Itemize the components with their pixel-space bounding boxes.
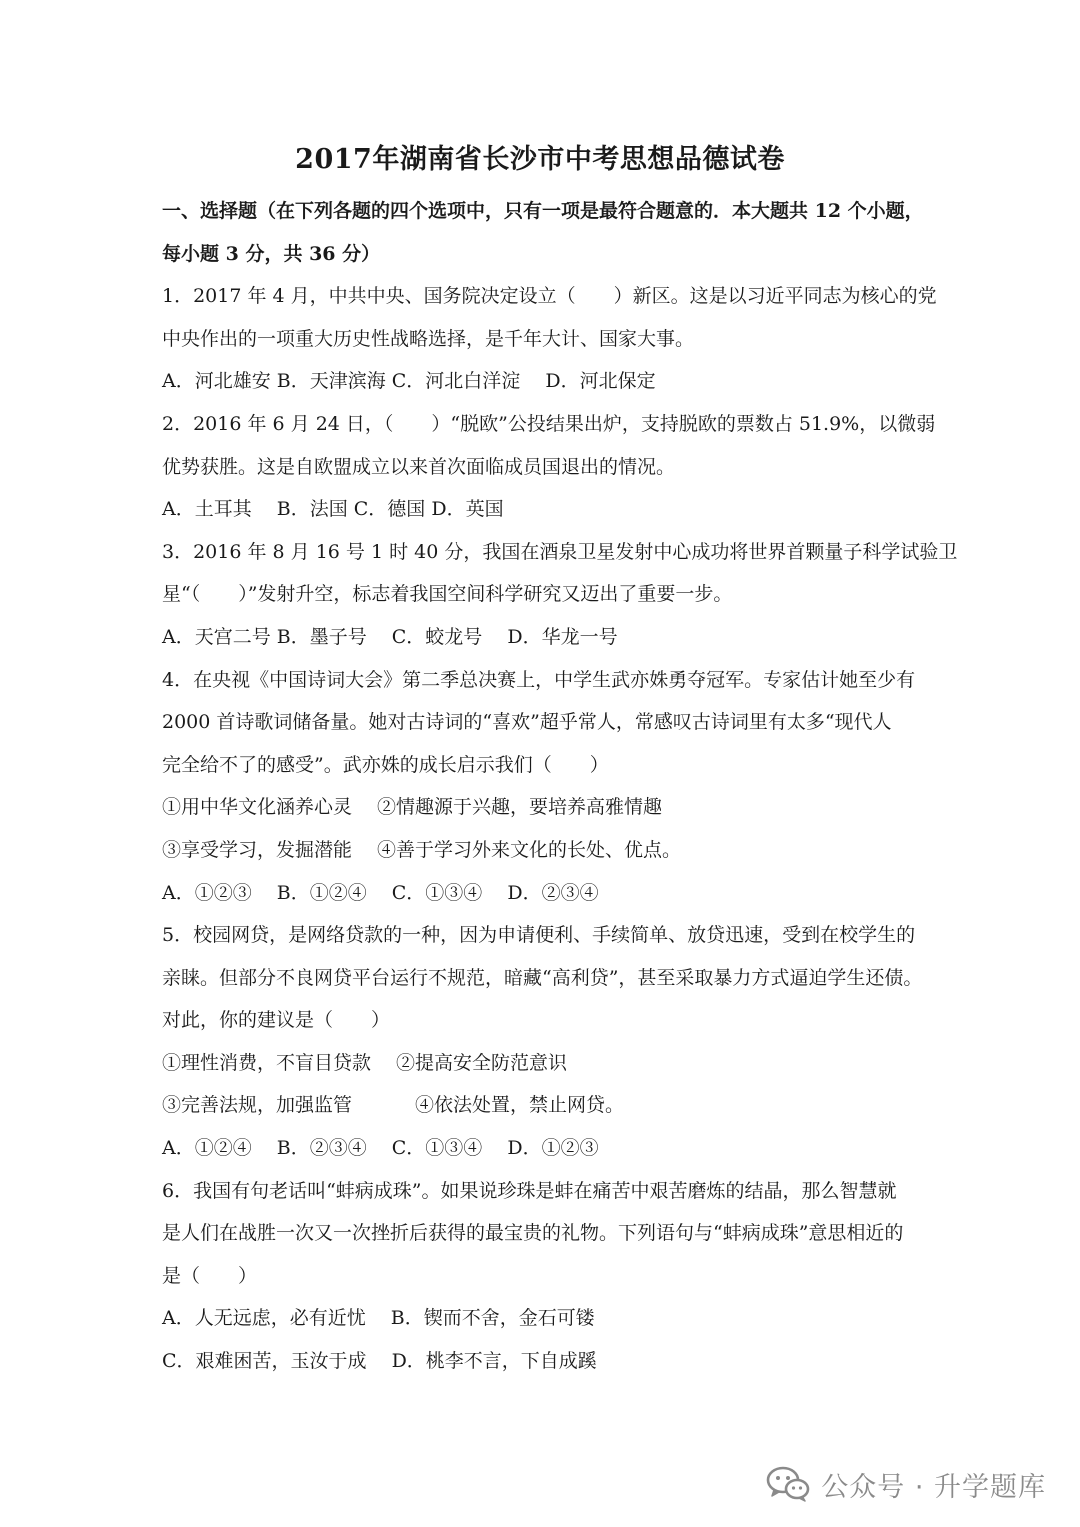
watermark bbox=[765, 1461, 1046, 1507]
question-line: 1．2017 年 4 月，中共中央、国务院决定设立（ ）新区。这是以习近平同志为核心的党 bbox=[162, 285, 937, 308]
question-line: 完全给不了的感受”。武亦姝的成长启示我们（ ） bbox=[162, 753, 609, 776]
question-line: 优势获胜。这是自欧盟成立以来首次面临成员国退出的情况。 bbox=[162, 455, 676, 478]
statement-line: ③享受学习，发掘潜能 ④善于学习外来文化的长处、优点。 bbox=[162, 838, 682, 861]
question-line: 2000 首诗歌词储备量。她对古诗词的“喜欢”超乎常人，常感叹古诗词里有太多“现代人 bbox=[162, 711, 892, 734]
section-heading: 每小题 3 分，共 36 分） bbox=[162, 242, 381, 265]
statement-line: ③完善法规，加强监管 ④依法处置，禁止网贷。 bbox=[162, 1094, 625, 1117]
question-line: 中央作出的一项重大历史性战略选择，是千年大计、国家大事。 bbox=[162, 327, 695, 350]
page-title: 2017年湖南省长沙市中考思想品德试卷 bbox=[295, 144, 785, 175]
wechat-icon bbox=[765, 1464, 811, 1504]
question-line: 亲睐。但部分不良网贷平台运行不规范，暗藏“高利贷”，甚至采取暴力方式逼迫学生还债。 bbox=[162, 966, 923, 989]
question-line: 3．2016 年 8 月 16 号 1 时 40 分，我国在酒泉卫星发射中心成功将世界首颗量子科学试验卫 bbox=[162, 540, 958, 563]
option-line: A．①②③ B．①②④ C．①③④ D．②③④ bbox=[162, 881, 599, 904]
section-heading: 一、选择题（在下列各题的四个选项中，只有一项是最符合题意的．本大题共 12 个小题， bbox=[162, 200, 924, 222]
watermark-text: 公众号 · 升学题库 bbox=[821, 1471, 1046, 1503]
statement-line: ①理性消费，不盲目贷款 ②提高安全防范意识 bbox=[162, 1051, 568, 1074]
question-line: 是（ ） bbox=[162, 1264, 258, 1287]
option-line: A．河北雄安 B．天津滨海 C．河北白洋淀 D．河北保定 bbox=[162, 370, 656, 393]
option-line: A．人无远虑，必有近忧 B．锲而不舍，金石可镂 bbox=[162, 1307, 595, 1330]
option-line: C．艰难困苦，玉汝于成 D．桃李不言，下自成蹊 bbox=[162, 1350, 597, 1373]
statement-line: ①用中华文化涵养心灵 ②情趣源于兴趣，要培养高雅情趣 bbox=[162, 796, 663, 819]
option-line: A．土耳其 B．法国 C．德国 D．英国 bbox=[162, 498, 504, 521]
question-line: 对此，你的建议是（ ） bbox=[162, 1009, 391, 1032]
question-line: 是人们在战胜一次又一次挫折后获得的最宝贵的礼物。下列语句与“蚌病成珠”意思相近的 bbox=[162, 1222, 904, 1245]
option-line: A．①②④ B．②③④ C．①③④ D．①②③ bbox=[162, 1137, 599, 1160]
question-line: 2．2016 年 6 月 24 日，（ ）“脱欧”公投结果出炉，支持脱欧的票数占 51.9%，以微弱 bbox=[162, 412, 936, 435]
question-line: 5．校园网贷，是网络贷款的一种，因为申请便利、手续简单、放贷迅速，受到在校学生的 bbox=[162, 924, 916, 947]
exam-body bbox=[162, 190, 958, 1383]
question-line: 4．在央视《中国诗词大会》第二季总决赛上，中学生武亦姝勇夺冠军。专家估计她至少有 bbox=[162, 668, 916, 691]
question-line: 星“（ ）”发射升空，标志着我国空间科学研究又迈出了重要一步。 bbox=[162, 583, 733, 606]
option-line: A．天宫二号 B．墨子号 C．蛟龙号 D．华龙一号 bbox=[162, 625, 618, 648]
question-line: 6．我国有句老话叫“蚌病成珠”。如果说珍珠是蚌在痛苦中艰苦磨炼的结晶，那么智慧就 bbox=[162, 1179, 897, 1202]
